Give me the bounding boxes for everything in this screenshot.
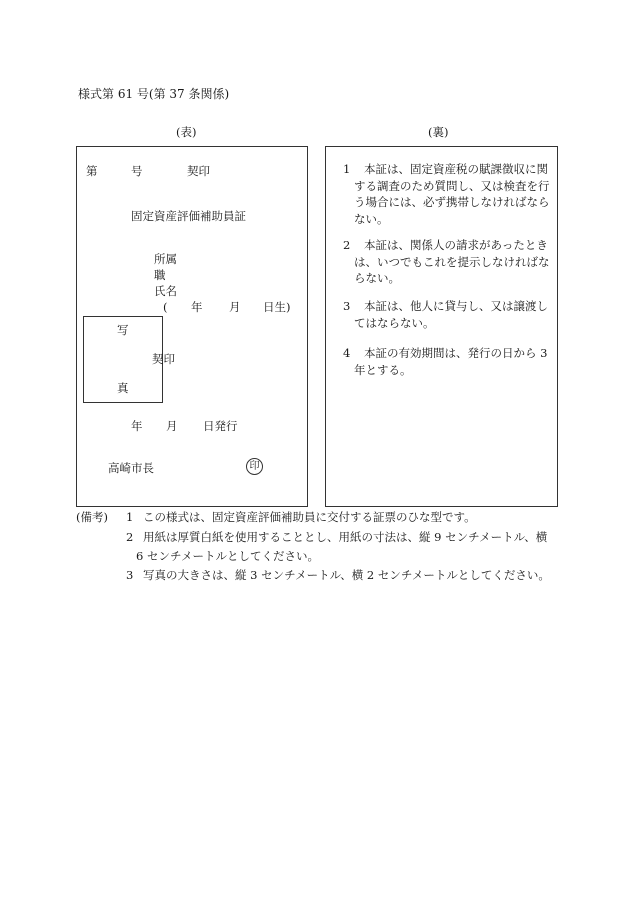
rule-number: 4: [343, 346, 351, 360]
form-title: 様式第 61 号(第 37 条関係): [78, 87, 230, 101]
remark-number: 2: [126, 530, 134, 544]
rule-number: 2: [343, 238, 351, 252]
birth-open-paren: (: [163, 300, 168, 314]
remark-text: この様式は、固定資産評価補助員に交付する証票のひな型です。: [143, 510, 476, 524]
keiin-top: 契印: [187, 164, 210, 178]
card-title: 固定資産評価補助員証: [131, 209, 246, 223]
rule-item: [343, 237, 558, 287]
back-label: (裏): [428, 125, 449, 139]
rule-item: [343, 161, 558, 227]
rule-text: 本証は、他人に貸与し、又は譲渡してはならない。: [354, 299, 548, 330]
photo-label-top: 写: [117, 323, 129, 337]
remark-number: 3: [126, 568, 134, 582]
issue-year: 年: [131, 419, 143, 433]
rule-number: 1: [343, 162, 351, 176]
rule-text: 本証の有効期間は、発行の日から 3 年とする。: [354, 346, 548, 377]
field-name: 氏名: [154, 284, 177, 298]
remark-number: 1: [126, 510, 134, 524]
rule-text: 本証は、固定資産税の賦課徴収に関する調査のため質問し、又は検査を行う場合には、必ず携帯しなければならない。: [354, 162, 550, 226]
field-affiliation: 所属: [154, 252, 177, 266]
seal-mark: 印: [246, 458, 263, 475]
keiin-photo: 契印: [152, 352, 175, 366]
field-position: 職: [154, 268, 166, 282]
photo-label-bottom: 真: [117, 381, 129, 395]
rule-text: 本証は、関係人の請求があったときは、いつでもこれを提示しなければならない。: [354, 238, 550, 285]
birth-day: 日生): [263, 300, 291, 314]
birth-year: 年: [191, 300, 203, 314]
issue-day: 日発行: [203, 419, 238, 433]
remark-text: 写真の大きさは、縦 3 センチメートル、横 2 センチメートルとしてください。: [143, 568, 550, 582]
number-go: 号: [131, 164, 143, 178]
issuer-name: 高崎市長: [108, 461, 154, 475]
birth-month: 月: [229, 300, 241, 314]
remark-text: 用紙は厚質白紙を使用することとし、用紙の寸法は、縦 9 センチメートル、横 6 センチメートルとしてください。: [136, 530, 548, 563]
number-dai: 第: [86, 164, 98, 178]
remarks-label: (備考): [76, 510, 108, 524]
rule-item: [343, 345, 558, 378]
rule-number: 3: [343, 299, 351, 313]
front-label: (表): [176, 125, 197, 139]
rule-item: [343, 298, 558, 331]
issue-month: 月: [166, 419, 178, 433]
